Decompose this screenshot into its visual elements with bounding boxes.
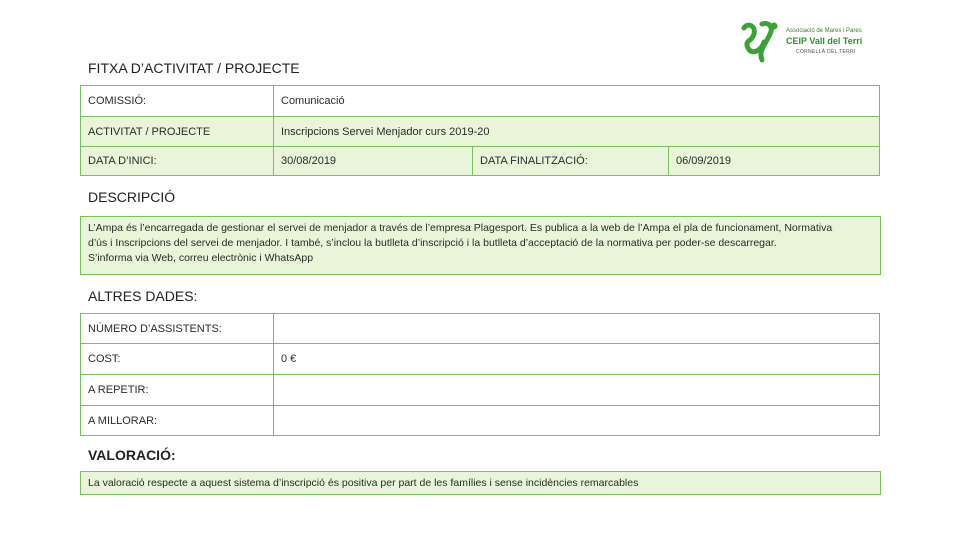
assistents-value	[274, 314, 880, 344]
valoracio-box	[80, 471, 881, 495]
data-inici-label: DATA D’INICI:	[81, 147, 274, 176]
comissio-label: COMISSIÓ:	[81, 86, 274, 117]
data-fi-value: 06/09/2019	[669, 147, 880, 176]
descripcio-line-2: d’ús i Inscripcions del servei de menjador. I també, s’inclou la butlleta d’inscripció i la butlleta d’acceptació de la normativa per poder-se descarregar.	[88, 237, 777, 249]
activitat-label: ACTIVITAT / PROJECTE	[81, 117, 274, 147]
table-row	[81, 147, 880, 176]
millorar-value	[274, 406, 880, 436]
altres-dades-heading: ALTRES DADES:	[88, 288, 198, 304]
table-row	[81, 406, 880, 436]
association-logo	[738, 20, 868, 66]
activitat-value: Inscripcions Servei Menjador curs 2019-20	[274, 117, 880, 147]
cost-value: 0 €	[274, 344, 880, 375]
descripcio-box	[80, 216, 881, 275]
table-row	[81, 314, 880, 344]
logo-line-2: CEIP Vall del Terri	[786, 36, 863, 46]
repetir-value	[274, 375, 880, 406]
comissio-value: Comunicació	[274, 86, 880, 117]
millorar-label: A MILLORAR:	[81, 406, 274, 436]
logo-mark-icon	[738, 20, 784, 66]
page-title: FITXA D’ACTIVITAT / PROJECTE	[88, 60, 300, 76]
valoracio-text: La valoració respecte a aquest sistema d’inscripció és positiva per part de les famílies i sense incidències remarcables	[88, 477, 639, 489]
table-row	[81, 344, 880, 375]
altres-dades-table	[80, 313, 880, 436]
valoracio-heading: VALORACIÓ:	[88, 447, 176, 463]
descripcio-line-3: S’informa via Web, correu electrònic i WhatsApp	[88, 252, 314, 264]
data-inici-value: 30/08/2019	[274, 147, 473, 176]
logo-line-1: Associació de Mares i Pares	[786, 28, 862, 34]
table-row	[81, 117, 880, 147]
activity-info-table	[80, 85, 880, 176]
repetir-label: A REPETIR:	[81, 375, 274, 406]
descripcio-heading: DESCRIPCIÓ	[88, 189, 176, 205]
table-row	[81, 375, 880, 406]
data-fi-label: DATA FINALITZACIÓ:	[473, 147, 669, 176]
logo-line-3: CORNELLÀ DEL TERRI	[796, 49, 856, 55]
assistents-label: NÚMERO D’ASSISTENTS:	[81, 314, 274, 344]
table-row	[81, 86, 880, 117]
descripcio-line-1: L’Ampa és l’encarregada de gestionar el servei de menjador a través de l’empresa Plagesport. Es publica a la web de l’Ampa el pla de funcionament, Normativa	[88, 222, 833, 234]
cost-label: COST:	[81, 344, 274, 375]
